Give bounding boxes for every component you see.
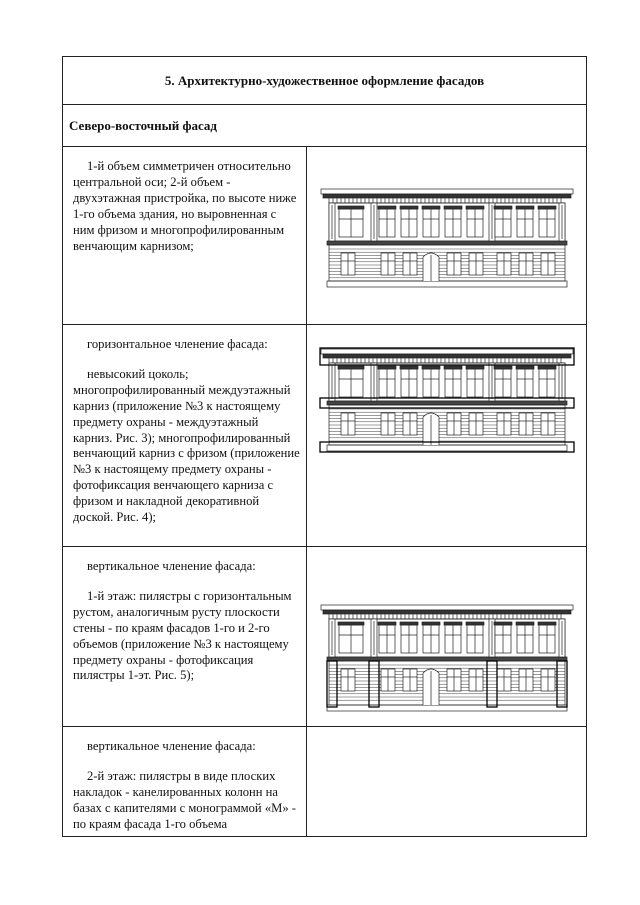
paragraph: 2-й этаж: пилястры в виде плоских накладок - канелированных колонн на базах с капителями с монограммой «М» - по краям фасада 1-го объема <box>73 768 296 831</box>
facade-drawing-horizontal-division <box>319 347 575 453</box>
subsection-title: Северо-восточный фасад <box>63 105 587 147</box>
paragraph: 1-й объем симметричен относительно центральной оси; 2-й объем - двухэтажная пристройка, по высоте ниже 1-го объема здания, но выровненная с ним фризом и многопрофилированным венчающим карнизом; <box>73 159 297 253</box>
facade-drawing-vertical-division <box>319 603 575 713</box>
drawing-cell <box>307 325 587 547</box>
drawing-cell <box>307 547 587 727</box>
section-title: 5. Архитектурно-художественное оформление фасадов <box>63 57 587 105</box>
table-row <box>63 325 587 547</box>
table-row <box>63 147 587 325</box>
paragraph: 1-й этаж: пилястры с горизонтальным рустом, аналогичным русту плоскости стены - по краям фасадов 1-го и 2-го объемов (приложение №3 к настоящему предмету охраны - фотофиксация пилястры 1-эт. Рис. 5); <box>73 588 292 683</box>
paragraph: невысокий цоколь; многопрофилированный междуэтажный карниз (приложение №3 к настоящему предмету охраны - междуэтажный карниз. Рис. 3); многопрофилированный венчающий карниз с фризом (приложение №3 к настоящему предмету охраны - фотофиксация венчающего карниза с фризом и накладной декоративной доской. Рис. 4); <box>73 366 300 525</box>
paragraph: горизонтальное членение фасада: <box>87 337 268 351</box>
paragraph: вертикальное членение фасада: <box>87 559 256 573</box>
table-row <box>63 727 587 837</box>
description-cell <box>63 547 307 727</box>
drawing-cell <box>307 147 587 325</box>
description-cell <box>63 727 307 837</box>
facade-description-table <box>62 56 587 837</box>
drawing-cell-empty <box>307 727 587 837</box>
paragraph: вертикальное членение фасада: <box>87 739 256 753</box>
table-row <box>63 547 587 727</box>
description-cell <box>63 147 307 325</box>
description-cell <box>63 325 307 547</box>
facade-drawing <box>319 187 575 289</box>
